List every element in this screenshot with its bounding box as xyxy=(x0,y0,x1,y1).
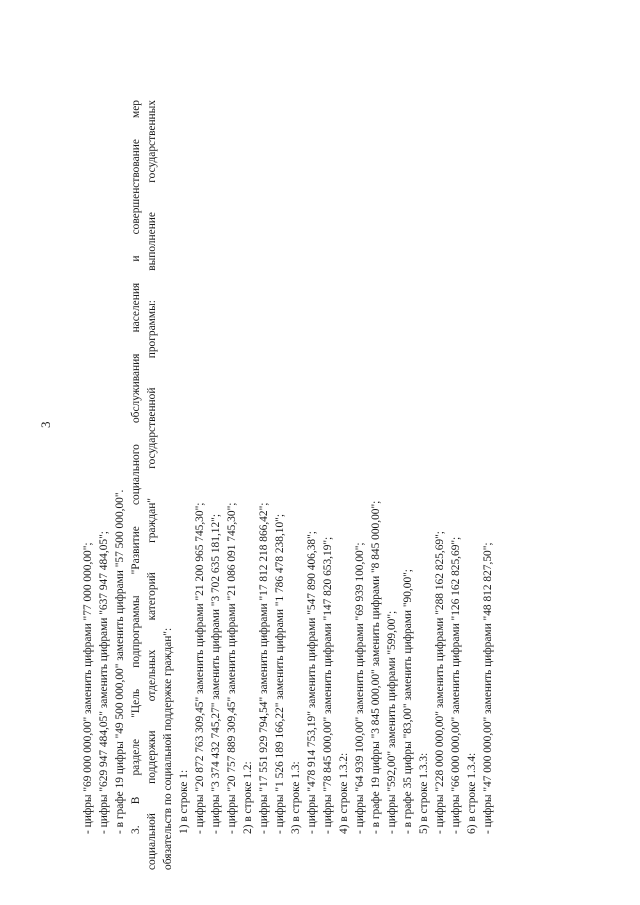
text-line: - цифры "1 526 189 166,22" заменить цифрами "1 786 478 238,10"; xyxy=(274,514,286,834)
text-line: - цифры "478 914 753,19" заменить цифрами "547 890 406,38"; xyxy=(306,531,318,834)
text-line: обязательств по социальной поддержке граждан": xyxy=(162,627,174,870)
text-line: 1) в строке 1: xyxy=(178,769,190,834)
text-line: 4) в строке 1.3.2: xyxy=(338,752,350,834)
text-line: - цифры "3 374 432 745,27" заменить цифрами "3 702 635 181,12"; xyxy=(210,514,222,834)
text-line: - цифры "66 000 000,00" заменить цифрами "126 162 825,69"; xyxy=(450,536,462,834)
text-line: социальной поддержки отдельных категорий граждан" государственной программы: выполнение государственных xyxy=(146,100,158,870)
text-line: 6) в строке 1.3.4: xyxy=(466,752,478,834)
text-line: - цифры "17 551 929 794,54" заменить цифрами "17 812 218 866,42"; xyxy=(258,502,270,834)
page-number: 3 xyxy=(38,421,53,428)
text-line: - в графе 35 цифры "83,00" заменить цифрами "90,00"; xyxy=(402,569,414,834)
text-line: 2) в строке 1.2: xyxy=(242,761,254,834)
text-line: 3) в строке 1.3: xyxy=(290,761,302,834)
text-line: - цифры "47 000 000,00" заменить цифрами "48 812 827,50"; xyxy=(482,542,494,834)
document-body xyxy=(80,70,496,870)
text-line: - цифры "69 000 000,00" заменить цифрами "77 000 000,00"; xyxy=(82,542,94,834)
text-line: - цифры "228 000 000,00" заменить цифрами "288 162 825,69"; xyxy=(434,531,446,834)
text-line: - цифры "629 947 484,05" заменить цифрами "637 947 484,05"; xyxy=(98,531,110,834)
text-line: - цифры "78 845 000,00" заменить цифрами "147 820 653,19"; xyxy=(322,536,334,834)
text-line: - в графе 19 цифры "3 845 000,00" заменить цифрами "8 845 000,00"; xyxy=(370,500,382,834)
text-line: 3. В разделе "Цель подпрограммы "Развитие социального обслуживания населения и совершенствование мер xyxy=(130,100,142,834)
text-line: - цифры "20 757 889 309,45" заменить цифрами "21 086 091 745,30"; xyxy=(226,502,238,834)
text-line: - цифры "64 939 100,00" заменить цифрами "69 939 100,00"; xyxy=(354,542,366,834)
text-line: - в графе 19 цифры "49 500 000,00" заменить цифрами "57 500 000,00". xyxy=(114,489,126,834)
text-line: - цифры "592,00" заменить цифрами "599,00"; xyxy=(386,610,398,834)
text-line: 5) в строке 1.3.3: xyxy=(418,752,430,834)
text-line: - цифры "20 872 763 309,45" заменить цифрами "21 200 965 745,30"; xyxy=(194,502,206,834)
